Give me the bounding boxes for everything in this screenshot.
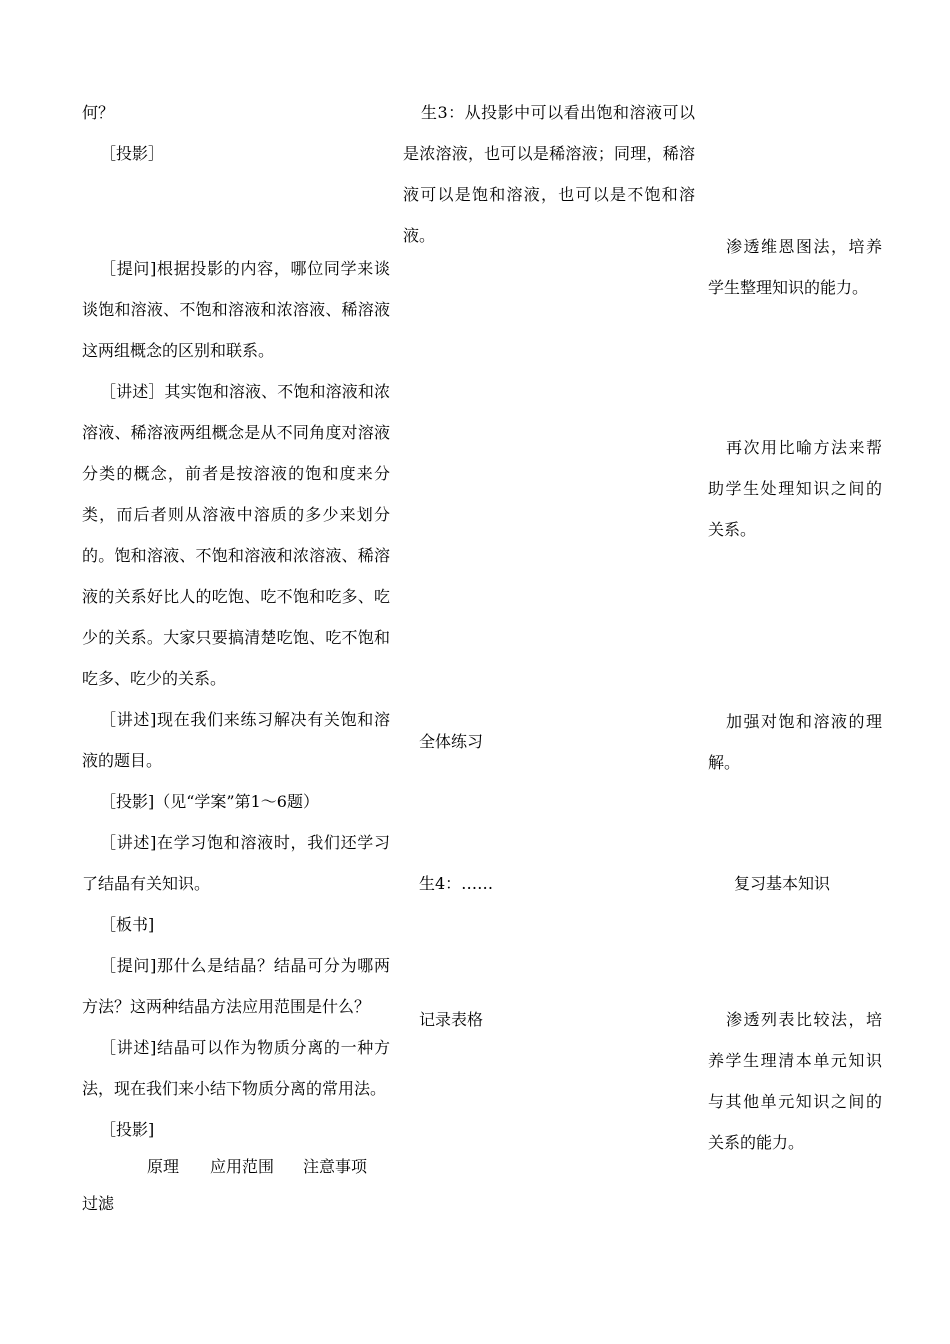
lecture-paragraph-3: ［讲述]在学习饱和溶液时，我们还学习了结晶有关知识。 [82,833,390,893]
lecture-paragraph-1: ［讲述］其实饱和溶液、不饱和溶液和浓溶液、稀溶液两组概念是从不同角度对溶液分类的概念，前者是按溶液的饱和度来分类，而后者则从溶液中溶质的多少来划分的。饱和溶液、不饱和溶液和浓溶液、稀溶液的关系好比人的吃饱、吃不饱和吃多、吃少的关系。大家只要搞清楚吃饱、吃不饱和吃多、吃少的关系。 [82,382,390,688]
projection-blank-space [82,174,390,248]
projection-label-3: ［投影] [100,1120,155,1139]
text-line-what: 何？ [82,103,115,122]
design-note-1 [708,226,882,308]
design-note-2-text: 再次用比喻方法来帮助学生处理知识之间的关系。 [708,438,882,539]
student-column [403,92,695,256]
projection-label-1: ［投影］ [100,144,165,163]
practice-label: 全体练习 [419,732,484,751]
record-table-label: 记录表格 [419,1010,484,1029]
student-3-answer: 生3：从投影中可以看出饱和溶液可以是浓溶液，也可以是稀溶液；同理，稀溶液可以是饱和溶液，也可以是不饱和溶液。 [403,103,695,245]
lecture-paragraph-2: ［讲述]现在我们来练习解决有关饱和溶液的题目。 [82,710,390,770]
design-note-2 [708,427,882,550]
design-note-4: 复习基本知识 [734,874,831,893]
design-note-1-text: 渗透维恩图法，培养学生整理知识的能力。 [708,237,882,297]
question-paragraph-2: ［提问]那什么是结晶？结晶可分为哪两方法？这两种结晶方法应用范围是什么？ [82,956,390,1016]
design-note-5 [708,999,882,1163]
question-paragraph-1: ［提问]根据投影的内容，哪位同学来谈谈饱和溶液、不饱和溶液和浓溶液、稀溶液这两组概念的区别和联系。 [82,259,390,360]
student-4-answer: 生4：…… [419,874,494,893]
lecture-paragraph-4: ［讲述]结晶可以作为物质分离的一种方法，现在我们来小结下物质分离的常用法。 [82,1038,390,1098]
projection-label-2: ［投影]（见“学案”第1～6题） [100,792,319,811]
board-label: ［板书] [100,915,155,934]
design-note-3 [708,701,882,783]
teacher-column [82,92,390,1150]
table-header-notes: 注意事项 [303,1157,368,1176]
table-row-filtration: 过滤 [82,1194,115,1213]
design-note-5-text: 渗透列表比较法，培养学生理清本单元知识与其他单元知识之间的关系的能力。 [708,1010,882,1152]
design-note-3-text: 加强对饱和溶液的理解。 [708,712,882,772]
table-header-scope: 应用范围 [210,1157,275,1176]
table-header-principle: 原理 [147,1157,180,1176]
